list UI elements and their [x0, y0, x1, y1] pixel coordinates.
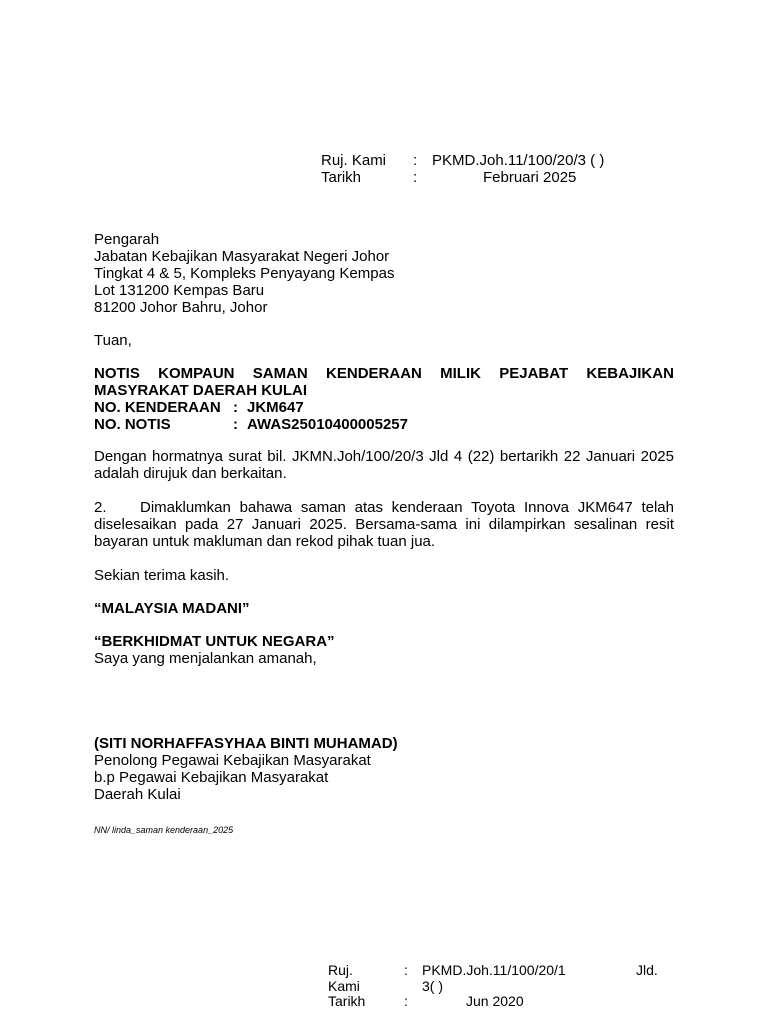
- paragraph-2-text: Dimaklumkan bahawa saman atas kenderaan Toyota Innova JKM647 telah diselesaikan pada 27 Januari 2025. Bersama-sama ini dilampirkan sesalinan resit bayaran untuk makluman dan rekod pihak tuan jua.: [94, 499, 674, 550]
- subject-line-2: MASYRAKAT DAERAH KULAI: [94, 382, 308, 399]
- kenderaan-colon: :: [233, 399, 238, 416]
- kenderaan-row: [94, 399, 674, 416]
- next-tarikh-label: Tarikh: [328, 993, 366, 1009]
- kenderaan-label: NO. KENDERAAN: [94, 399, 221, 416]
- ruj-colon: :: [413, 152, 418, 169]
- next-tarikh-value: Jun 2020: [466, 993, 524, 1009]
- slogan-2-block: [94, 633, 674, 667]
- subject-word: KENDERAAN: [326, 365, 422, 382]
- closing: [94, 567, 674, 584]
- notis-colon: :: [233, 416, 238, 433]
- closing-text: Sekian terima kasih.: [94, 567, 230, 584]
- signatory-name: (SITI NORHAFFASYHAA BINTI MUHAMAD): [94, 735, 398, 752]
- tarikh-value: Februari 2025: [483, 169, 577, 186]
- next-ruj-value-2: 3( ): [422, 978, 443, 994]
- recipient-line: 81200 Johor Bahru, Johor: [94, 299, 268, 316]
- notis-row: [94, 416, 674, 433]
- slogan-1: [94, 600, 674, 617]
- tarikh-label: Tarikh: [321, 169, 362, 186]
- next-ruj-jld: Jld.: [636, 962, 658, 978]
- subject-word: MILIK: [440, 365, 481, 382]
- next-ruj-label-2: Kami: [328, 978, 360, 994]
- recipient-line: Jabatan Kebajikan Masyarakat Negeri Johor: [94, 248, 390, 265]
- ruj-value: PKMD.Joh.11/100/20/3 ( ): [432, 152, 605, 169]
- subject-line-1: [94, 365, 674, 382]
- paragraph-number: 2.: [94, 499, 107, 516]
- subject-word: PEJABAT: [499, 365, 569, 382]
- signatory-block: [94, 735, 674, 803]
- trust-text: Saya yang menjalankan amanah,: [94, 650, 317, 667]
- slogan-1-text: “MALAYSIA MADANI”: [94, 600, 250, 617]
- subject-word: KEBAJIKAN: [586, 365, 674, 382]
- next-tarikh-colon: :: [404, 993, 408, 1009]
- subject-word: SAMAN: [252, 365, 308, 382]
- signatory-title-1: Penolong Pegawai Kebajikan Masyarakat: [94, 752, 371, 769]
- slogan-2-text: “BERKHIDMAT UNTUK NEGARA”: [94, 633, 335, 650]
- tarikh-colon: :: [413, 169, 418, 186]
- paragraph-1: Dengan hormatnya surat bil. JKMN.Joh/100/20/3 Jld 4 (22) bertarikh 22 Januari 2025 adalah dirujuk dan berkaitan.: [94, 448, 674, 482]
- notis-label: NO. NOTIS: [94, 416, 171, 433]
- kenderaan-value: JKM647: [247, 399, 304, 416]
- notis-value: AWAS25010400005257: [247, 416, 408, 433]
- next-ruj-value: PKMD.Joh.11/100/20/1: [422, 962, 566, 978]
- ruj-label: Ruj. Kami: [321, 152, 387, 169]
- subject-word: NOTIS: [94, 365, 140, 382]
- subject-block: [94, 365, 674, 433]
- subject-word: KOMPAUN: [158, 365, 235, 382]
- recipient-line: Pengarah: [94, 231, 160, 248]
- paragraph-2: [94, 499, 674, 550]
- salutation: [94, 332, 674, 349]
- recipient-address: [94, 231, 674, 316]
- file-note: NN/ linda_saman kenderaan_2025: [94, 825, 234, 835]
- recipient-line: Lot 131200 Kempas Baru: [94, 282, 265, 299]
- recipient-line: Tingkat 4 & 5, Kompleks Penyayang Kempas: [94, 265, 395, 282]
- next-ruj-label-1: Ruj.: [328, 962, 353, 978]
- signatory-title-3: Daerah Kulai: [94, 786, 181, 803]
- signatory-title-2: b.p Pegawai Kebajikan Masyarakat: [94, 769, 329, 786]
- salutation-text: Tuan,: [94, 332, 132, 349]
- next-ruj-colon: :: [404, 962, 408, 978]
